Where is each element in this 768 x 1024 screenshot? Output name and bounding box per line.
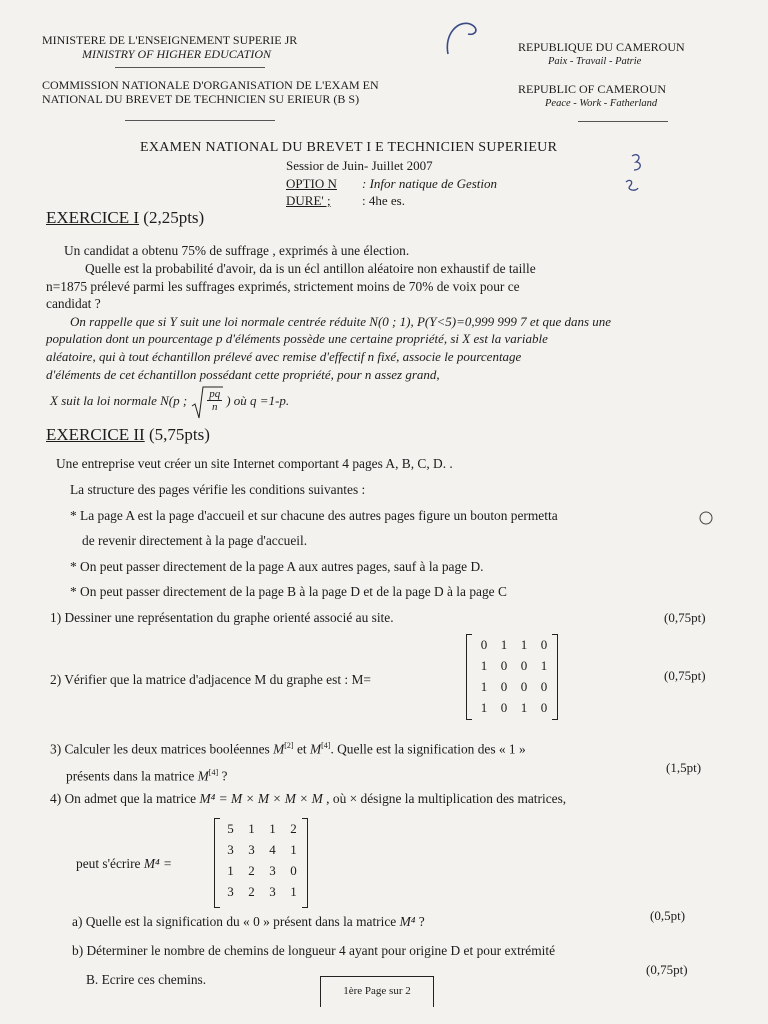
fraction-numerator: pq: [209, 388, 221, 400]
normal-law-formula: [50, 388, 289, 413]
duree-value: : 4he es.: [362, 193, 405, 208]
pen-grade-icon: [620, 148, 660, 198]
matrix-cell: 1: [290, 842, 297, 857]
matrix-m4-bracket-right: [302, 818, 308, 908]
ex2-condition: * On peut passer directement de la page A aux autres pages, sauf à la page D.: [70, 559, 484, 574]
matrix-cell: 1: [248, 821, 255, 836]
ex1-reminder: population dont un pourcentage p d'éléments possède une certaine propriété, si X est la variable: [46, 331, 548, 346]
matrix-cell: 1: [540, 658, 548, 673]
exercise-2-heading: [46, 425, 210, 445]
matrix-cell: 5: [227, 821, 234, 836]
question-4a-text: ?: [415, 914, 425, 929]
ex1-line: candidat ?: [46, 296, 101, 311]
question-4-text: peut s'écrire: [76, 856, 144, 871]
ex1-reminder: aléatoire, qui à tout échantillon prélevé avec remise d'effectif n fixé, associe le pourcentage: [46, 349, 522, 364]
matrix-cell: 0: [520, 658, 528, 673]
matrix-cell: 3: [248, 842, 255, 857]
ex2-structure: La structure des pages vérifie les conditions suivantes :: [70, 482, 366, 497]
exercise-2-label: EXERCICE II: [46, 425, 145, 444]
matrix-cell: 1: [480, 679, 488, 694]
ex1-reminder: On rappelle que si Y suit une loi normale centrée réduite N(0 ; 1), P(Y<5)=0,999 999 7 et que dans une: [70, 314, 612, 329]
question-1: 1) Dessiner une représentation du graphe orienté associé au site.: [50, 610, 394, 625]
question-4-line1: [50, 791, 566, 807]
matrix-exponent: [4]: [208, 768, 219, 777]
matrix-cell: 1: [480, 700, 488, 715]
question-4-text: , où × désigne la multiplication des matrices,: [322, 791, 567, 806]
matrix-m4: [220, 818, 304, 902]
matrix-m-bracket-right: [552, 634, 558, 720]
page-number: 1ère Page sur 2: [320, 976, 434, 1007]
question-3-text: ?: [218, 768, 228, 784]
matrix-cell: 1: [227, 863, 234, 878]
matrix-cell: 0: [500, 700, 508, 715]
fraction-denominator: n: [211, 401, 218, 413]
question-1-points: (0,75pt): [664, 610, 706, 625]
sqrt-icon: [191, 386, 223, 420]
matrix-cell: 0: [540, 637, 548, 652]
matrix-symbol: M⁴ =: [143, 856, 173, 871]
question-2-points: (0,75pt): [664, 668, 706, 683]
exercise-1-points: (2,25pts): [139, 208, 205, 227]
ministry-en: MINISTRY OF HIGHER EDUCATION: [82, 47, 271, 61]
question-2: 2) Vérifier que la matrice d'adjacence M du graphe est : M=: [50, 672, 371, 687]
divider: [125, 120, 275, 121]
question-3-text: . Quelle est la signification des « 1 »: [330, 741, 526, 757]
matrix-m: [474, 634, 554, 718]
duree-label: DURE' ;: [286, 193, 331, 208]
matrix-cell: 2: [290, 821, 297, 836]
matrix-cell: 0: [540, 700, 548, 715]
matrix-cell: 1: [290, 884, 297, 899]
ex1-line: Quelle est la probabilité d'avoir, da is un écl antillon aléatoire non exhaustif de taille: [85, 261, 536, 276]
matrix-cell: 0: [290, 863, 297, 878]
question-3-text: présents dans la matrice: [66, 768, 198, 784]
question-4b-points: (0,75pt): [646, 962, 688, 977]
matrix-cell: 0: [500, 658, 508, 673]
matrix-cell: 0: [500, 679, 508, 694]
matrix-exponent: [4]: [321, 741, 331, 750]
ex2-intro: Une entreprise veut créer un site Internet comportant 4 pages A, B, C, D. .: [56, 456, 453, 471]
ex1-line: n=1875 prélevé parmi les suffrages exprimés, strictement moins de 70% de voix pour ce: [46, 279, 520, 294]
matrix-exponent: [2]: [284, 741, 294, 750]
exercise-1-label: EXERCICE I: [46, 208, 140, 227]
exercise-1-heading: [46, 208, 204, 228]
matrix-symbol: M⁴: [399, 914, 416, 929]
matrix-cell: 3: [269, 863, 276, 878]
ex1-reminder: d'éléments de cet échantillon possédant cette propriété, pour n assez grand,: [46, 367, 440, 382]
sqrt-expression: [191, 388, 222, 413]
question-3-text: et: [293, 741, 310, 757]
republic-en: REPUBLIC OF CAMEROUN: [518, 82, 667, 96]
matrix-m-bracket-left: [466, 634, 472, 720]
ex2-condition: * On peut passer directement de la page B à la page D et de la page D à la page C: [70, 584, 507, 599]
question-4b-line1: b) Déterminer le nombre de chemins de longueur 4 ayant pour origine D et pour extrémité: [72, 943, 556, 958]
divider: [115, 67, 265, 68]
question-4a-points: (0,5pt): [650, 908, 686, 923]
question-4-line2: [76, 856, 172, 872]
matrix-cell: 0: [480, 637, 488, 652]
question-4-text: 4) On admet que la matrice: [50, 791, 200, 806]
question-3-text: 3) Calculer les deux matrices booléennes: [50, 741, 274, 757]
ministry-fr: MINISTERE DE L'ENSEIGNEMENT SUPERIE JR: [42, 33, 298, 47]
option-value: : Infor natique de Gestion: [362, 176, 498, 191]
exercise-2-points: (5,75pts): [144, 425, 210, 444]
exam-session: Sessior de Juin- Juillet 2007: [286, 158, 433, 173]
ex1-line: Un candidat a obtenu 75% de suffrage , exprimés à une élection.: [64, 243, 410, 258]
question-4b-line2: B. Ecrire ces chemins.: [86, 972, 207, 987]
divider: [578, 121, 668, 122]
pen-scribble-icon: [440, 14, 490, 64]
ex2-condition: * La page A est la page d'accueil et sur chacune des autres pages figure un bouton permetta: [70, 508, 558, 523]
commission-line1: COMMISSION NATIONALE D'ORGANISATION DE L'EXAM EN: [42, 78, 379, 92]
matrix-cell: 4: [269, 842, 276, 857]
matrix-cell: 1: [480, 658, 488, 673]
matrix-cell: 1: [520, 700, 528, 715]
formula-prefix: X suit la loi normale N(p ;: [50, 392, 188, 408]
matrix-cell: 2: [248, 863, 255, 878]
ex2-condition: de revenir directement à la page d'accueil.: [82, 533, 308, 548]
question-3-points: (1,5pt): [666, 760, 702, 775]
formula-suffix: ) où q =1-p.: [226, 392, 290, 408]
matrix-symbol: M: [197, 768, 209, 784]
question-3-line1: [50, 738, 526, 757]
question-3-line2: [66, 765, 227, 784]
motto-en: Peace - Work - Fatherland: [545, 98, 658, 109]
motto-fr: Paix - Travail - Patrie: [548, 56, 642, 67]
matrix-cell: 3: [269, 884, 276, 899]
matrix-cell: 1: [520, 637, 528, 652]
question-4a-text: a) Quelle est la signification du « 0 » présent dans la matrice: [72, 914, 400, 929]
matrix-cell: 1: [269, 821, 276, 836]
matrix-cell: 3: [227, 884, 234, 899]
republic-fr: REPUBLIQUE DU CAMEROUN: [518, 40, 685, 54]
question-4a: [72, 914, 425, 930]
matrix-cell: 1: [500, 637, 508, 652]
option-label: OPTIO N: [286, 176, 337, 191]
matrix-cell: 3: [227, 842, 234, 857]
matrix-cell: 0: [520, 679, 528, 694]
matrix-symbol: M: [273, 741, 285, 757]
matrix-cell: 2: [248, 884, 255, 899]
commission-line2: NATIONAL DU BREVET DE TECHNICIEN SU ERIEUR (B S): [42, 92, 360, 106]
smudge-icon: [694, 506, 724, 536]
matrix-symbol: M: [309, 741, 322, 757]
matrix-cell: 0: [540, 679, 548, 694]
exam-title: EXAMEN NATIONAL DU BREVET I E TECHNICIEN SUPERIEUR: [140, 140, 558, 155]
matrix-product-formula: M⁴ = M × M × M × M: [199, 791, 323, 806]
